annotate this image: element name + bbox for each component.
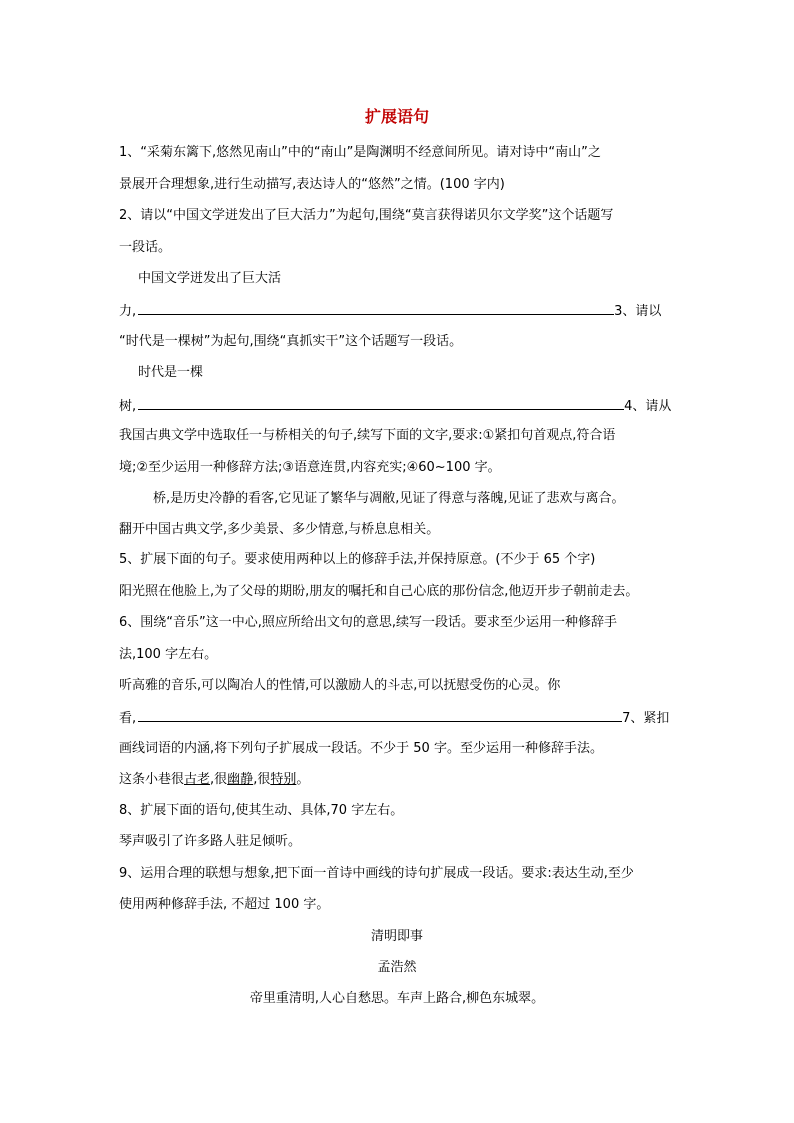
sentence-text: 这条小巷很 <box>119 772 185 787</box>
question-5-sentence: 阳光照在他脸上,为了父母的期盼,朋友的嘱托和自己心底的那份信念,他迈开步子朝前走去。 <box>119 584 639 599</box>
question-6-answer-line <box>119 707 669 727</box>
question-7-sentence <box>119 770 309 790</box>
sentence-text: ,很 <box>253 772 271 787</box>
question-9-line-1: 9、运用合理的联想与想象,把下面一首诗中画线的诗句扩展成一段话。要求:表达生动,至少 <box>119 866 634 881</box>
question-4-passage-1: 桥,是历史冷静的看客,它见证了繁华与凋敝,见证了得意与落魄,见证了悲欢与离合。 <box>153 491 625 506</box>
underlined-word-2: 幽静 <box>227 772 254 787</box>
question-8-line-1: 8、扩展下面的语句,使其生动、具体,70 字左右。 <box>119 803 404 818</box>
question-6-passage: 听高雅的音乐,可以陶冶人的性情,可以激励人的斗志,可以抚慰受伤的心灵。你 <box>119 678 561 693</box>
question-2-line-1: 2、请以“中国文学迸发出了巨大活力”为起句,围绕“莫言获得诺贝尔文学奖”这个话题写 <box>119 208 614 223</box>
question-9-line-2: 使用两种修辞手法, 不超过 100 字。 <box>119 897 330 912</box>
question-7-number: 7、紧扣 <box>622 711 670 726</box>
question-4-line-1: 我国古典文学中选取任一与桥相关的句子,续写下面的文字,要求:①紧扣句首观点,符合语 <box>119 428 616 443</box>
question-1-line-2: 景展开合理想象,进行生动描写,表达诗人的“悠然”之情。(100 字内) <box>119 177 505 192</box>
question-4-passage-2: 翻开中国古典文学,多少美景、多少情意,与桥息息相关。 <box>119 522 440 537</box>
question-2-answer-prefix: 力, <box>119 304 137 319</box>
page-title: 扩展语句 <box>364 107 429 126</box>
underlined-word-1: 古老 <box>184 772 211 787</box>
poem-author: 孟浩然 <box>377 960 417 975</box>
poem-title: 清明即事 <box>370 929 423 944</box>
question-6-line-2: 法,100 字左右。 <box>119 647 218 662</box>
question-4-line-2: 境;②至少运用一种修辞方法;③语意连贯,内容充实;④60~100 字。 <box>119 460 501 475</box>
question-3-answer-prefix: 树, <box>119 399 137 414</box>
question-5-line-1: 5、扩展下面的句子。要求使用两种以上的修辞手法,并保持原意。(不少于 65 个字) <box>119 552 596 567</box>
question-6-line-1: 6、围绕“音乐”这一中心,照应所给出文句的意思,续写一段话。要求至少运用一种修辞手 <box>119 615 618 630</box>
underlined-word-3: 特别 <box>270 772 297 787</box>
answer-blank[interactable] <box>138 395 624 410</box>
sentence-text: ,很 <box>210 772 228 787</box>
poem-line: 帝里重清明,人心自愁思。车声上路合,柳色东城翠。 <box>249 991 545 1006</box>
answer-blank[interactable] <box>138 300 614 315</box>
question-7-line-1: 画线词语的内涵,将下列句子扩展成一段话。不少于 50 字。至少运用一种修辞手法。 <box>119 741 603 756</box>
question-1-line-1: 1、“采菊东篱下,悠然见南山”中的“南山”是陶渊明不经意间所见。请对诗中“南山”之 <box>119 145 601 160</box>
sentence-text: 。 <box>296 772 310 787</box>
answer-blank[interactable] <box>138 707 622 722</box>
question-8-sentence: 琴声吸引了许多路人驻足倾听。 <box>119 834 302 849</box>
question-3-line-1: “时代是一棵树”为起句,围绕“真抓实干”这个话题写一段话。 <box>119 334 463 349</box>
question-2-starter: 中国文学迸发出了巨大活 <box>138 271 282 286</box>
question-2-answer-line <box>119 300 661 320</box>
question-3-answer-line <box>119 395 671 415</box>
question-6-answer-prefix: 看, <box>119 711 137 726</box>
question-2-line-2: 一段话。 <box>119 240 172 255</box>
question-3-starter: 时代是一棵 <box>138 365 204 380</box>
question-3-number: 3、请以 <box>614 304 662 319</box>
question-4-number: 4、请从 <box>624 399 672 414</box>
